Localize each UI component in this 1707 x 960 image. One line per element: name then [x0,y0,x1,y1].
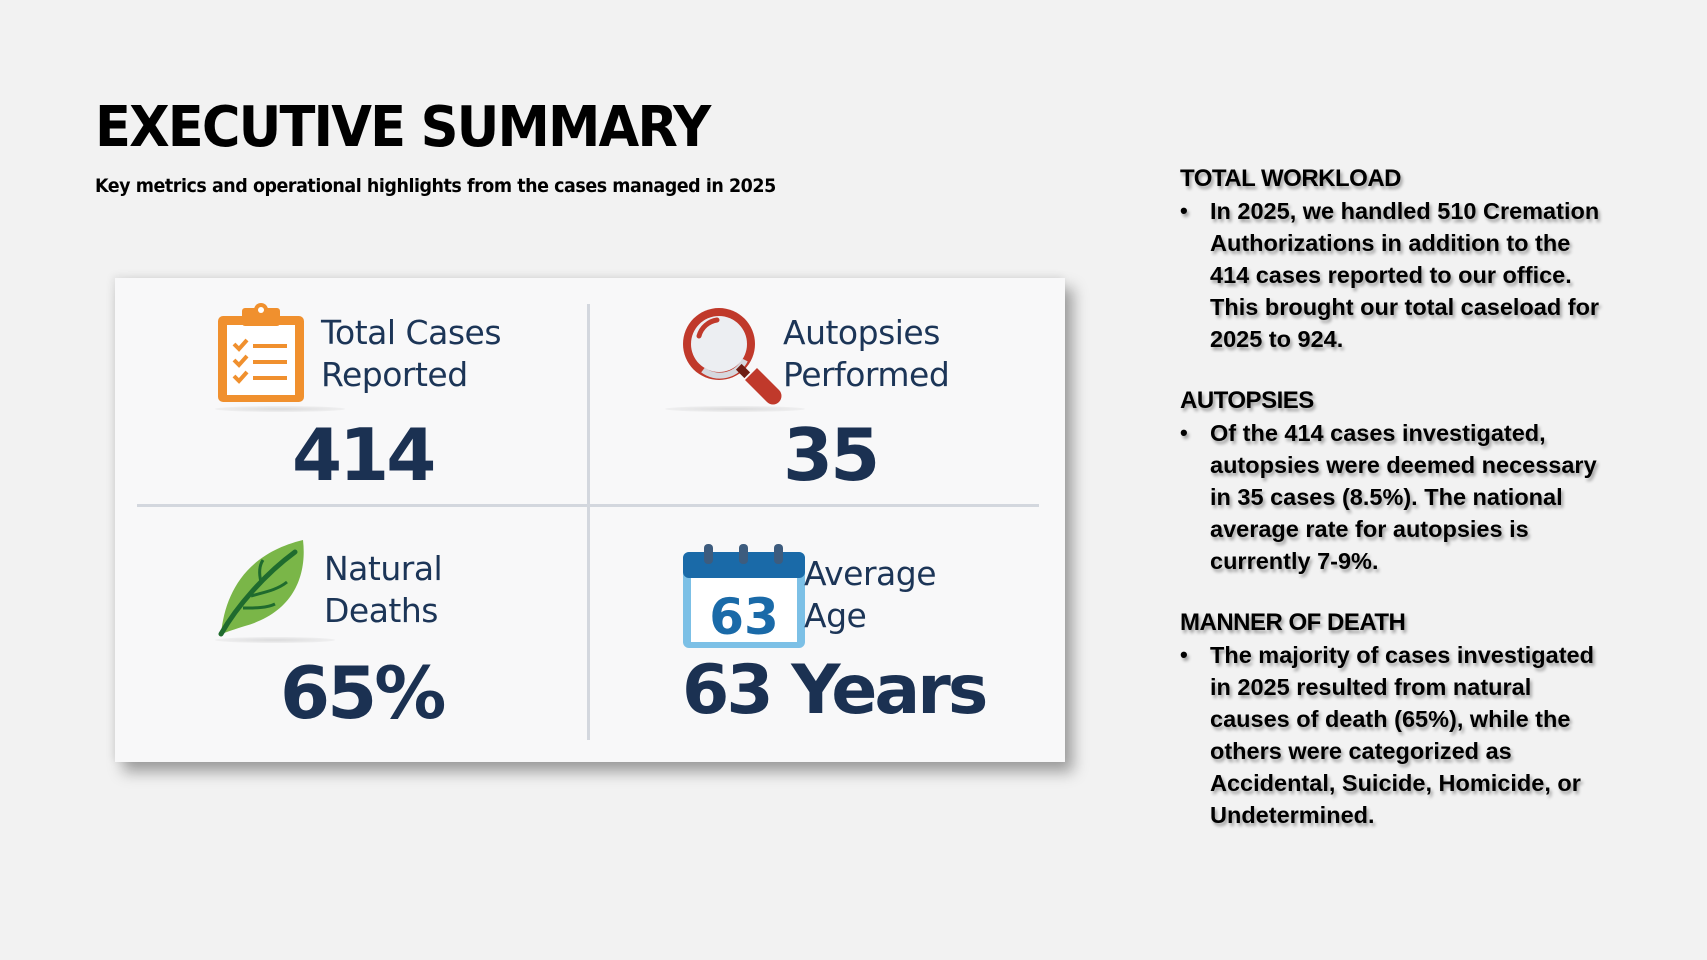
icon-shadow [665,406,805,412]
calendar-icon [681,544,807,648]
magnifying-glass-icon [675,302,785,412]
leaf-icon [215,534,315,638]
bullet-icon: • [1180,198,1188,223]
section-manner-of-death [1180,607,1600,831]
bullet-item [1180,195,1600,355]
bullet-item [1180,639,1600,831]
metric-value: 63 Years [682,651,986,730]
page-subtitle: Key metrics and operational highlights from the cases managed in 2025 [95,175,776,197]
section-heading: AUTOPSIES [1180,387,1314,414]
bullet-text: The majority of cases investigated in 2025 resulted from natural causes of death (65%), while the others were categorized as Accidental, Suicide, Homicide, or Undetermined. [1210,642,1594,828]
metric-value: 65% [280,651,444,735]
section-heading: TOTAL WORKLOAD [1180,165,1401,192]
bullet-text: In 2025, we handled 510 Cremation Authorizations in addition to the 414 cases reported to our office. This brought our total caseload for 2025 to 924. [1210,198,1600,352]
metric-average-age [590,507,1065,762]
summary-notes [1180,163,1600,861]
metric-value: 35 [783,413,878,497]
icon-shadow [215,406,345,412]
bullet-icon: • [1180,420,1188,445]
metric-total-cases [115,278,587,504]
section-heading: MANNER OF DEATH [1180,609,1406,636]
clipboard-checklist-icon [214,302,308,406]
metric-label: Natural Deaths [324,549,443,630]
svg-text:63: 63 [709,588,779,646]
bullet-text: Of the 414 cases investigated, autopsies were deemed necessary in 35 cases (8.5%). The national average rate for autopsies is currently 7-9%. [1210,420,1597,574]
section-total-workload [1180,163,1600,355]
metric-label: Average Age [804,554,937,635]
bullet-item [1180,417,1600,577]
icon-shadow [215,637,335,643]
page-title: EXECUTIVE SUMMARY [95,95,710,160]
metric-value: 414 [292,413,434,497]
metric-label: Total Cases Reported [321,313,502,394]
section-autopsies [1180,385,1600,577]
bullet-icon: • [1180,642,1188,667]
metric-label: Autopsies Performed [783,313,950,394]
metric-autopsies [590,278,1065,504]
metric-natural-deaths [115,507,587,762]
metrics-card [115,278,1065,762]
